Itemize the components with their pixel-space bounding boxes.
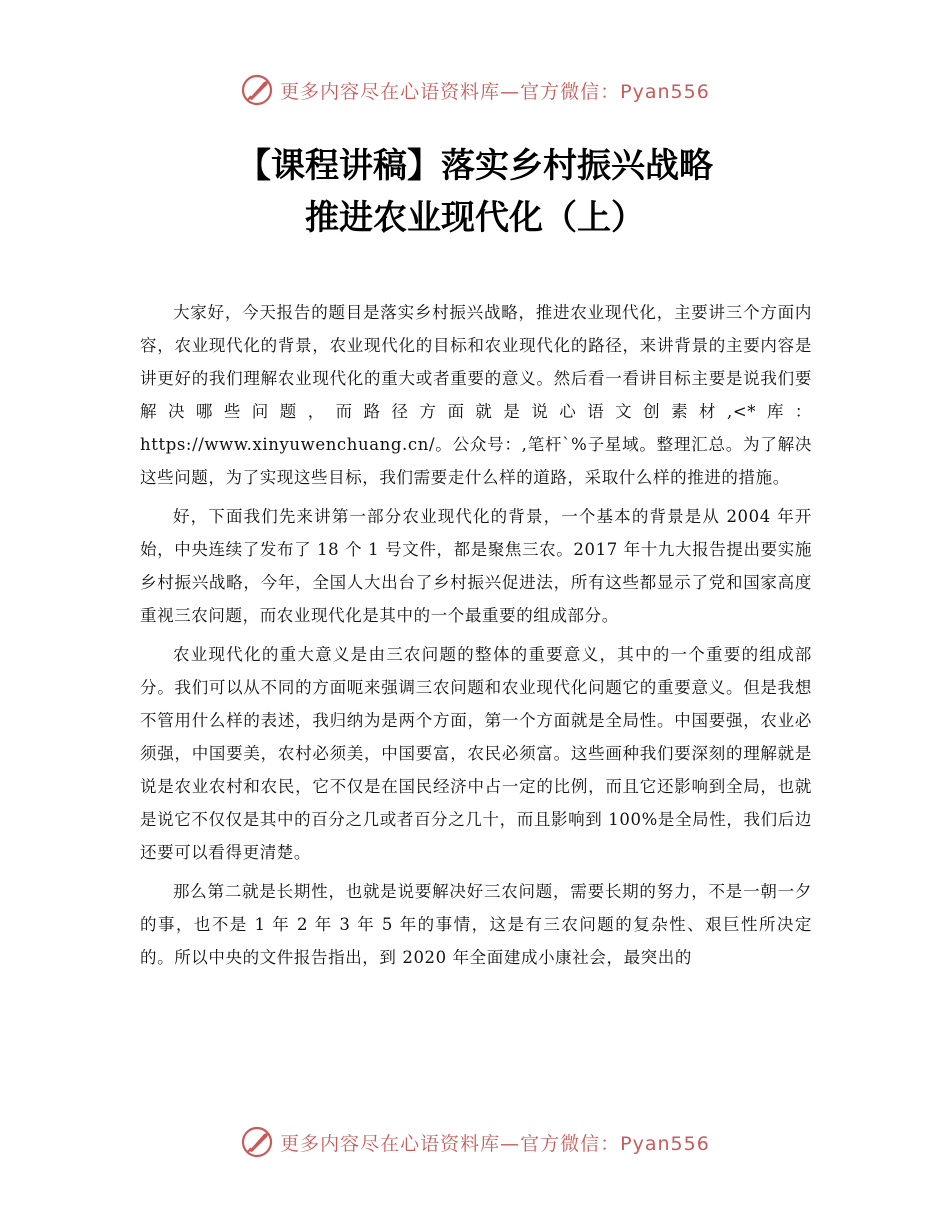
quill-pen-logo-icon bbox=[240, 73, 274, 107]
title-line-1: 【课程讲稿】落实乡村振兴战略 bbox=[237, 146, 713, 186]
banner-text: 更多内容尽在心语资料库—官方微信：Pyan556 bbox=[280, 80, 710, 103]
title-line-2: 推进农业现代化（上） bbox=[305, 198, 645, 238]
footer-banner bbox=[0, 1122, 950, 1162]
paragraph-4: 那么第二就是长期性，也就是说要解决好三农问题，需要长期的努力，不是一朝一夕的事，也不是 1 年 2 年 3 年 5 年的事情，这是有三农问题的复杂性、艰巨性所决定的。所以中央的文件报告指出，到 2020 年全面建成小康社会，最突出的 bbox=[140, 882, 812, 967]
document-body bbox=[140, 296, 812, 980]
document-title bbox=[0, 140, 950, 244]
paragraph-2: 好，下面我们先来讲第一部分农业现代化的背景，一个基本的背景是从 2004 年开始，中央连续了发布了 18 个 1 号文件，都是聚焦三农。2017 年十九大报告提出要实施乡村振兴战略，今年，全国人大出台了乡村振兴促进法，所有这些都显示了党和国家高度重视三农问题，而农业现代化是其中的一个最重要的组成部分。 bbox=[140, 507, 812, 625]
paragraph-3: 农业现代化的重大意义是由三农问题的整体的重要意义，其中的一个重要的组成部分。我们可以从不同的方面呃来强调三农问题和农业现代化问题它的重要意义。但是我想不管用什么样的表述，我归纳为是两个方面，第一个方面就是全局性。中国要强，农业必须强，中国要美，农村必须美，中国要富，农民必须富。这些画种我们要深刻的理解就是说是农业农村和农民，它不仅是在国民经济中占一定的比例，而且它还影响到全局，也就是说它不仅仅是其中的百分之几或者百分之几十，而且影响到 100%是全局性，我们后边还要可以看得更清楚。 bbox=[140, 645, 812, 862]
banner-text: 更多内容尽在心语资料库—官方微信：Pyan556 bbox=[280, 1132, 710, 1155]
quill-pen-logo-icon bbox=[240, 1125, 274, 1159]
paragraph-1: 大家好，今天报告的题目是落实乡村振兴战略，推进农业现代化，主要讲三个方面内容，农业现代化的背景，农业现代化的目标和农业现代化的路径，来讲背景的主要内容是讲更好的我们理解农业现代化的重大或者重要的意义。然后看一看讲目标主要是说我们要解决哪些问题，而路径方面就是说心语文创素材,<*库：https://www.xinyuwenchuang.cn/。公众号：,笔杆`%子星域。整理汇总。为了解决这些问题，为了实现这些目标，我们需要走什么样的道路，采取什么样的推进的措施。 bbox=[140, 303, 812, 487]
header-banner bbox=[0, 70, 950, 110]
